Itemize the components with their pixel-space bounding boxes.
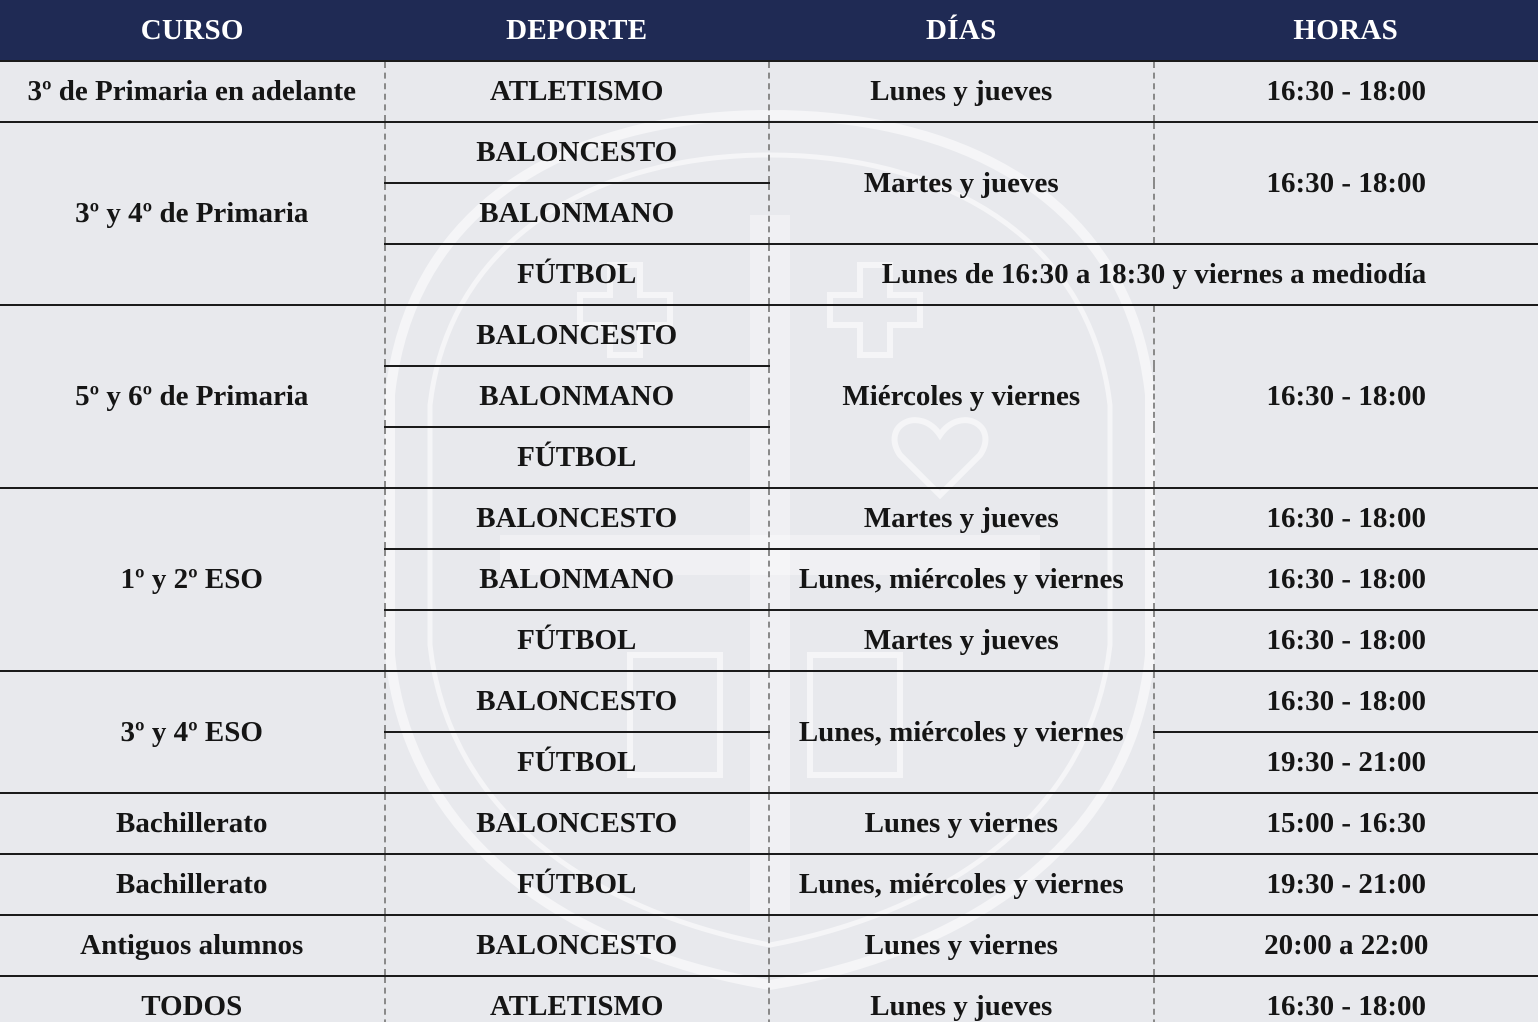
cell-horas: 16:30 - 18:00 (1154, 488, 1538, 549)
cell-curso: Bachillerato (0, 793, 385, 854)
cell-curso: 3º y 4º ESO (0, 671, 385, 793)
cell-dias: Lunes y jueves (769, 61, 1154, 122)
header-curso: CURSO (0, 0, 385, 61)
cell-deporte: BALONCESTO (385, 915, 770, 976)
table-row (0, 793, 1538, 854)
cell-horas: 19:30 - 21:00 (1154, 854, 1538, 915)
table-row (0, 305, 1538, 366)
cell-deporte: ATLETISMO (385, 61, 770, 122)
cell-deporte: BALONCESTO (385, 671, 770, 732)
table-row (0, 976, 1538, 1022)
cell-dias: Lunes, miércoles y viernes (769, 549, 1154, 610)
cell-deporte: FÚTBOL (385, 244, 770, 305)
cell-dias: Lunes y jueves (769, 976, 1154, 1022)
cell-deporte: ATLETISMO (385, 976, 770, 1022)
cell-deporte: FÚTBOL (385, 610, 770, 671)
cell-dias: Lunes y viernes (769, 793, 1154, 854)
cell-dias: Lunes, miércoles y viernes (769, 854, 1154, 915)
cell-dias: Martes y jueves (769, 122, 1154, 244)
header-deporte: DEPORTE (385, 0, 770, 61)
cell-deporte: BALONCESTO (385, 305, 770, 366)
cell-deporte: BALONCESTO (385, 793, 770, 854)
cell-horas: 16:30 - 18:00 (1154, 610, 1538, 671)
cell-curso: 3º y 4º de Primaria (0, 122, 385, 305)
cell-horas: 16:30 - 18:00 (1154, 61, 1538, 122)
cell-horas: 16:30 - 18:00 (1154, 976, 1538, 1022)
table-row (0, 122, 1538, 183)
header-row (0, 0, 1538, 61)
header-dias: DÍAS (769, 0, 1154, 61)
cell-horas: 16:30 - 18:00 (1154, 305, 1538, 488)
cell-dias-horas: Lunes de 16:30 a 18:30 y viernes a mediodía (769, 244, 1538, 305)
cell-horas: 16:30 - 18:00 (1154, 549, 1538, 610)
cell-curso: TODOS (0, 976, 385, 1022)
table-row (0, 61, 1538, 122)
cell-dias: Martes y jueves (769, 488, 1154, 549)
cell-deporte: FÚTBOL (385, 427, 770, 488)
cell-deporte: BALONCESTO (385, 122, 770, 183)
cell-curso: 1º y 2º ESO (0, 488, 385, 671)
cell-deporte: BALONMANO (385, 366, 770, 427)
cell-horas: 16:30 - 18:00 (1154, 122, 1538, 244)
table-row (0, 854, 1538, 915)
table-row (0, 488, 1538, 549)
table-row (0, 915, 1538, 976)
cell-horas: 20:00 a 22:00 (1154, 915, 1538, 976)
cell-dias: Martes y jueves (769, 610, 1154, 671)
cell-deporte: FÚTBOL (385, 732, 770, 793)
cell-deporte: BALONMANO (385, 183, 770, 244)
cell-curso: 5º y 6º de Primaria (0, 305, 385, 488)
cell-dias: Lunes, miércoles y viernes (769, 671, 1154, 793)
cell-curso: Bachillerato (0, 854, 385, 915)
cell-deporte: BALONCESTO (385, 488, 770, 549)
cell-horas: 19:30 - 21:00 (1154, 732, 1538, 793)
cell-curso: Antiguos alumnos (0, 915, 385, 976)
cell-curso: 3º de Primaria en adelante (0, 61, 385, 122)
header-horas: HORAS (1154, 0, 1538, 61)
cell-dias: Lunes y viernes (769, 915, 1154, 976)
cell-deporte: BALONMANO (385, 549, 770, 610)
cell-horas: 15:00 - 16:30 (1154, 793, 1538, 854)
cell-dias: Miércoles y viernes (769, 305, 1154, 488)
cell-horas: 16:30 - 18:00 (1154, 671, 1538, 732)
table-row (0, 671, 1538, 732)
cell-deporte: FÚTBOL (385, 854, 770, 915)
